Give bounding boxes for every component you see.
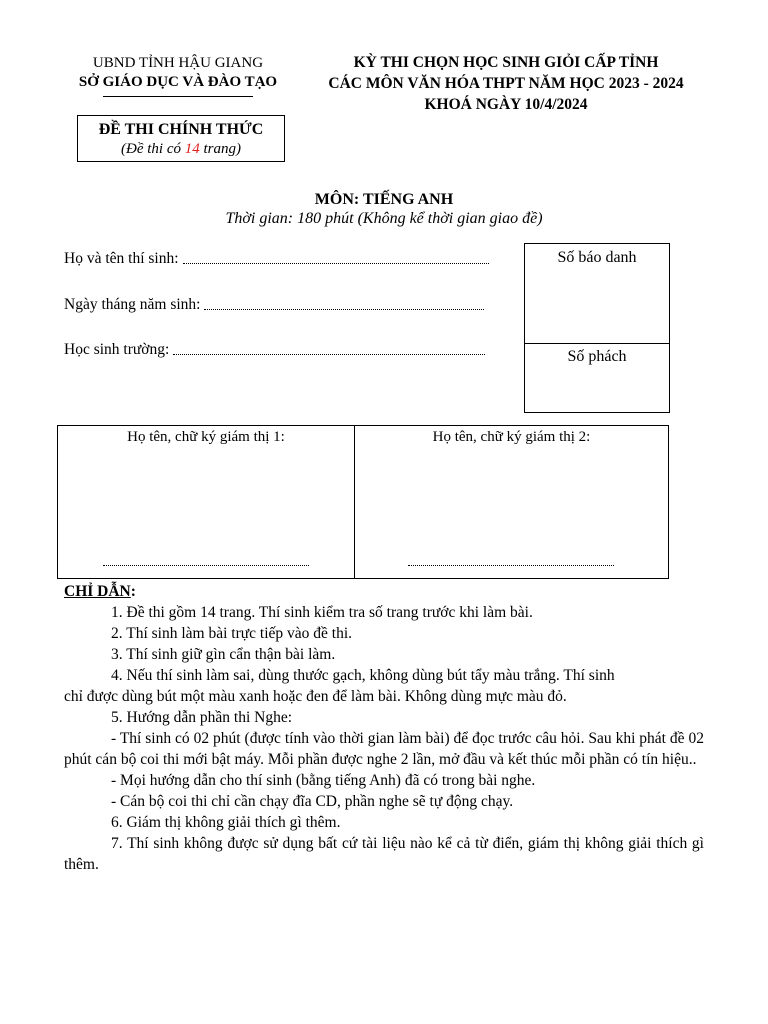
page-count-number: 14 — [184, 141, 200, 157]
secret-code-label: Số phách — [567, 348, 627, 365]
header-underline — [103, 96, 253, 97]
department-name: SỞ GIÁO DỤC VÀ ĐÀO TẠO — [78, 74, 278, 90]
page-count-note — [78, 140, 284, 158]
subject-title: MÔN: TIẾNG ANH — [314, 191, 454, 208]
province-committee: UBND TỈNH HẬU GIANG — [92, 55, 264, 71]
id-box-divider — [525, 343, 669, 344]
proctor-1-label: Họ tên, chữ ký giám thị 1: — [127, 429, 285, 445]
official-exam-box — [77, 115, 285, 162]
instruction-item: 4. Nếu thí sinh làm sai, dùng thước gạch, không dùng bút tẩy màu trắng. Thí sinh — [111, 667, 615, 684]
school-label: Học sinh trường: — [64, 341, 170, 358]
proctor-2-label: Họ tên, chữ ký giám thị 2: — [432, 429, 591, 445]
candidate-name-label: Họ và tên thí sinh: — [64, 250, 179, 267]
subject-block — [0, 190, 768, 228]
proctor-2-dotted-line — [408, 565, 614, 566]
exam-title: KỲ THI CHỌN HỌC SINH GIỎI CẤP TỈNH — [353, 54, 659, 71]
instructions-heading: CHỈ DẪN — [64, 583, 131, 600]
instruction-item: 2. Thí sinh làm bài trực tiếp vào đề thi. — [111, 625, 352, 642]
candidate-number-label: Số báo danh — [557, 249, 637, 266]
school-dotted-line[interactable] — [173, 354, 485, 355]
issuing-authority — [60, 54, 296, 97]
instruction-item: - Mọi hướng dẫn cho thí sinh (bằng tiếng Anh) đã có trong bài nghe. — [111, 772, 536, 789]
instruction-item: - Cán bộ coi thi chỉ cần chạy đĩa CD, phần nghe sẽ tự động chạy. — [111, 793, 514, 810]
time-allowed: Thời gian: 180 phút (Không kể thời gian giao đề) — [225, 210, 543, 227]
instruction-item: 3. Thí sinh giữ gìn cẩn thận bài làm. — [111, 646, 336, 663]
instruction-item: 7. Thí sinh không được sử dụng bất cứ tài liệu nào kể cả từ điển, giám thị không giải thích gì thêm. — [64, 835, 704, 873]
proctor-2-cell[interactable] — [355, 426, 668, 578]
page-count-suffix: trang) — [199, 141, 241, 157]
candidate-id-box — [524, 243, 670, 413]
date-of-birth-dotted-line[interactable] — [204, 309, 484, 310]
candidate-name-field[interactable] — [64, 250, 489, 268]
instruction-item: 1. Đề thi gồm 14 trang. Thí sinh kiểm tra số trang trước khi làm bài. — [111, 604, 533, 621]
instruction-item: - Thí sinh có 02 phút (được tính vào thời gian làm bài) để đọc trước câu hỏi. Sau khi phát đề 02 phút cán bộ coi thi mới bật máy. Mỗi phần được nghe 2 lần, mở đầu và kết thúc mỗi phần có tín hiệu.. — [64, 730, 704, 768]
date-of-birth-label: Ngày tháng năm sinh: — [64, 296, 201, 313]
candidate-name-dotted-line[interactable] — [183, 263, 489, 264]
proctor-1-cell[interactable] — [58, 426, 354, 578]
proctor-signature-table — [57, 425, 669, 579]
instructions-heading-colon: : — [130, 583, 136, 600]
instructions-heading-line — [64, 581, 704, 602]
instruction-item: 5. Hướng dẫn phần thi Nghe: — [111, 709, 293, 726]
exam-heading — [300, 52, 712, 115]
instruction-item: chỉ được dùng bút một màu xanh hoặc đen để làm bài. Không dùng mực màu đỏ. — [64, 688, 567, 705]
instruction-item: 6. Giám thị không giải thích gì thêm. — [111, 814, 341, 831]
exam-subtitle: CÁC MÔN VĂN HÓA THPT NĂM HỌC 2023 - 2024 — [328, 75, 684, 92]
page-count-prefix: (Đề thi có — [121, 141, 185, 157]
date-of-birth-field[interactable] — [64, 296, 484, 314]
instructions — [64, 581, 704, 875]
school-field[interactable] — [64, 341, 485, 359]
exam-date: KHOÁ NGÀY 10/4/2024 — [424, 96, 588, 113]
proctor-1-dotted-line — [103, 565, 309, 566]
official-exam-label: ĐỀ THI CHÍNH THỨC — [98, 121, 264, 138]
